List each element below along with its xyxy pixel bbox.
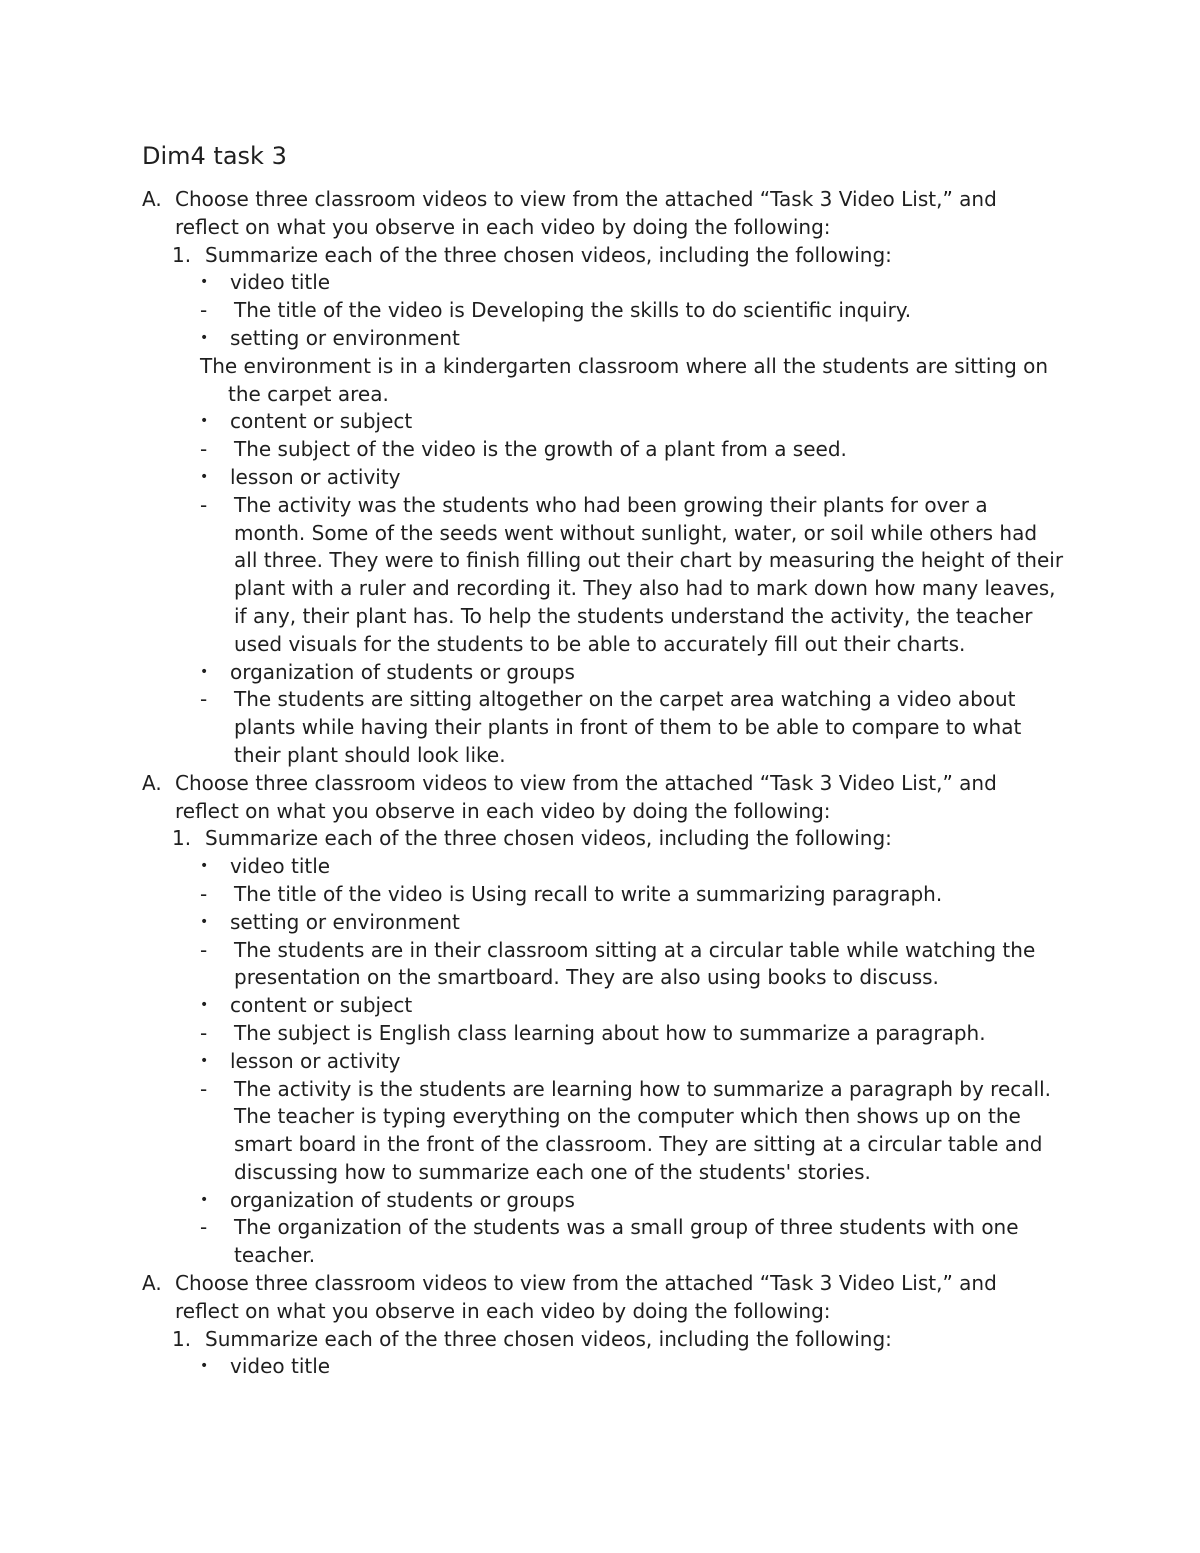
list-text: video title	[230, 1354, 331, 1379]
list-text: video title	[230, 270, 331, 295]
list-marker: •	[200, 468, 209, 485]
list-text: The organization of the students was a small group of three students with one teacher.	[234, 1215, 1019, 1268]
list-text: The environment is in a kindergarten classroom where all the students are sitting on the carpet area.	[200, 353, 1049, 406]
section-item	[0, 770, 1055, 826]
list-marker: A.	[142, 187, 162, 211]
list-marker: 1.	[172, 242, 192, 267]
list-marker: •	[200, 858, 209, 875]
bullet-item	[0, 1048, 1050, 1076]
section-item	[0, 186, 1055, 242]
bullet-item	[0, 464, 1050, 492]
document-body	[0, 186, 1200, 1381]
list-text: The subject of the video is the growth of a plant from a seed.	[234, 437, 847, 462]
list-marker: 1.	[172, 826, 192, 851]
list-marker: •	[200, 663, 209, 680]
dash-item	[0, 1214, 1064, 1270]
list-marker: -	[200, 1076, 208, 1101]
list-text: lesson or activity	[230, 464, 401, 489]
dash-item	[0, 881, 1064, 909]
list-text: Choose three classroom videos to view from the attached “Task 3 Video List,” and reflect on what you observe in each video by doing the following:	[175, 770, 997, 823]
dash-item	[0, 436, 1064, 464]
list-marker: •	[200, 329, 209, 346]
list-marker: -	[200, 1215, 208, 1240]
list-marker: •	[200, 274, 209, 291]
list-marker: -	[200, 687, 208, 712]
list-text: content or subject	[230, 993, 413, 1018]
list-marker: A.	[142, 770, 162, 795]
list-marker: -	[200, 492, 208, 517]
numbered-item	[0, 1326, 1055, 1354]
list-text: The students are sitting altogether on the carpet area watching a video about plants while having their plants in front of them to be able to compare to what their plant should look like.	[234, 687, 1022, 767]
dash-item	[0, 686, 1064, 769]
dash-item	[0, 937, 1064, 993]
list-text: setting or environment	[230, 325, 460, 350]
bullet-item	[0, 1353, 1050, 1381]
list-text: organization of students or groups	[230, 1187, 575, 1212]
list-marker: -	[200, 937, 208, 962]
section-item	[0, 1270, 1055, 1326]
bullet-item	[0, 909, 1050, 937]
paragraph-item	[0, 353, 1060, 409]
dash-item	[0, 1020, 1064, 1048]
list-text: video title	[230, 854, 331, 879]
list-text: Choose three classroom videos to view from the attached “Task 3 Video List,” and reflect on what you observe in each video by doing the following:	[175, 187, 997, 239]
list-marker: •	[200, 1358, 209, 1375]
list-text: The activity is the students are learning how to summarize a paragraph by recall. The teacher is typing everything on the computer which then shows up on the smart board in the front of the classroom. They are sitting at a circular table and discussing how to summarize each one of the students' stories.	[234, 1076, 1051, 1184]
list-marker: A.	[142, 1271, 162, 1296]
list-marker: 1.	[172, 1326, 192, 1351]
bullet-item	[0, 853, 1050, 881]
dash-item	[0, 297, 1064, 325]
list-marker: -	[200, 881, 208, 906]
list-text: The students are in their classroom sitting at a circular table while watching the presentation on the smartboard. They are also using books to discuss.	[234, 937, 1036, 990]
numbered-item	[0, 242, 1055, 270]
list-text: Summarize each of the three chosen videos, including the following:	[205, 826, 892, 851]
list-text: lesson or activity	[230, 1048, 401, 1073]
list-text: organization of students or groups	[230, 659, 575, 684]
list-marker: •	[200, 413, 209, 430]
list-text: Summarize each of the three chosen videos, including the following:	[205, 1326, 892, 1351]
document-title: Dim4 task 3	[142, 142, 287, 170]
list-text: The activity was the students who had been growing their plants for over a month. Some of the seeds went without sunlight, water, or soil while others had all three. They were to finish filling out their chart by measuring the height of their plant with a ruler and recording it. They also had to mark down how many leaves, if any, their plant has. To help the students understand the activity, the teacher used visuals for the students to be able to accurately fill out their charts.	[234, 492, 1064, 656]
bullet-item	[0, 269, 1050, 297]
bullet-item	[0, 992, 1050, 1020]
bullet-item	[0, 325, 1050, 353]
list-marker: •	[200, 913, 209, 930]
list-text: The title of the video is Using recall to write a summarizing paragraph.	[234, 881, 943, 906]
numbered-item	[0, 825, 1055, 853]
list-marker: -	[200, 1020, 208, 1045]
list-text: The title of the video is Developing the skills to do scientific inquiry.	[234, 298, 912, 323]
list-text: setting or environment	[230, 909, 460, 934]
bullet-item	[0, 659, 1050, 687]
list-text: Summarize each of the three chosen videos, including the following:	[205, 242, 892, 267]
bullet-item	[0, 408, 1050, 436]
bullet-item	[0, 1187, 1050, 1215]
dash-item	[0, 1076, 1064, 1187]
list-marker: -	[200, 437, 208, 462]
list-text: Choose three classroom videos to view from the attached “Task 3 Video List,” and reflect on what you observe in each video by doing the following:	[175, 1271, 997, 1323]
list-marker: •	[200, 1191, 209, 1208]
list-text: The subject is English class learning about how to summarize a paragraph.	[234, 1020, 986, 1045]
list-marker: •	[200, 1052, 209, 1069]
list-text: content or subject	[230, 409, 413, 434]
dash-item	[0, 492, 1064, 659]
list-marker: -	[200, 298, 208, 323]
list-marker: •	[200, 997, 209, 1014]
